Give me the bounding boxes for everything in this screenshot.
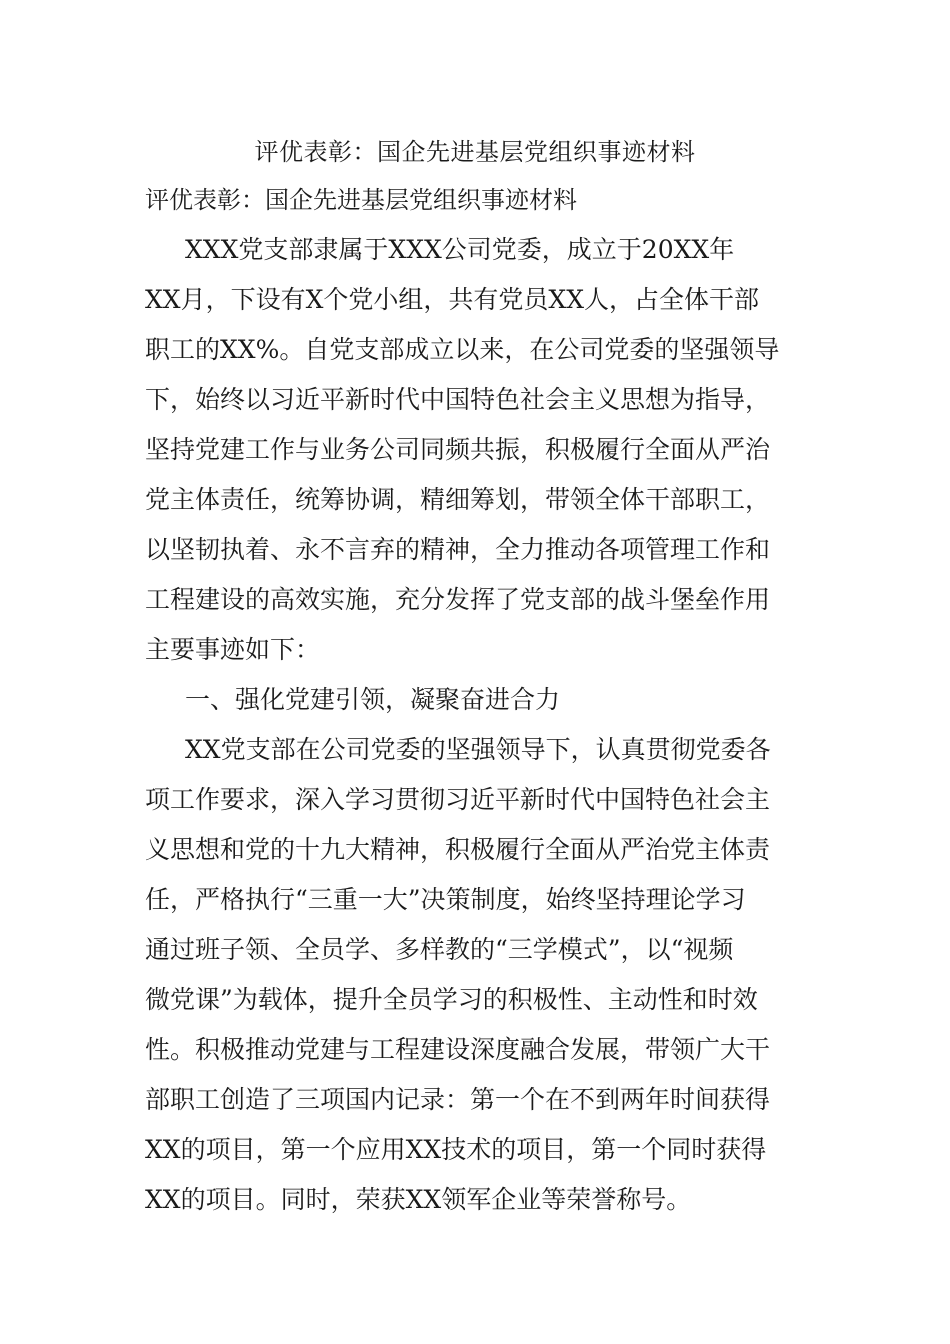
body-line: 工程建设的高效实施，充分发挥了党支部的战斗堡垒作用 bbox=[145, 585, 771, 614]
body-line: XX党支部在公司党委的坚强领导下，认真贯彻党委各 bbox=[185, 735, 771, 764]
body-line: XXX党支部隶属于XXX公司党委，成立于20XX年 bbox=[185, 235, 735, 264]
body-line: 微党课”为载体，提升全员学习的积极性、主动性和时效 bbox=[145, 985, 758, 1014]
body-line: 坚持党建工作与业务公司同频共振，积极履行全面从严治 bbox=[145, 435, 771, 464]
body-line: XX的项目，第一个应用XX技术的项目，第一个同时获得 bbox=[145, 1135, 767, 1164]
body-line: 部职工创造了三项国内记录：第一个在不到两年时间获得 bbox=[145, 1085, 771, 1114]
body-line: 义思想和党的十九大精神，积极履行全面从严治党主体责 bbox=[145, 835, 771, 864]
body-line: 性。积极推动党建与工程建设深度融合发展，带领广大干 bbox=[145, 1035, 771, 1064]
body-line: 以坚韧执着、永不言弃的精神，全力推动各项管理工作和 bbox=[145, 535, 771, 564]
body-line: XX月，下设有X个党小组，共有党员XX人，占全体干部 bbox=[145, 285, 759, 314]
body-line: 党主体责任，统筹协调，精细筹划，带领全体干部职工， bbox=[145, 485, 771, 514]
document-subtitle: 评优表彰：国企先进基层党组织事迹材料 bbox=[145, 186, 577, 214]
body-line: 职工的XX%。自党支部成立以来，在公司党委的坚强领导 bbox=[145, 335, 780, 364]
document-title: 评优表彰：国企先进基层党组织事迹材料 bbox=[254, 138, 696, 166]
body-line: 任，严格执行“三重一大”决策制度，始终坚持理论学习 bbox=[145, 885, 746, 914]
section-heading: 一、强化党建引领，凝聚奋进合力 bbox=[185, 685, 561, 714]
body-line: 通过班子领、全员学、多样教的“三学模式”，以“视频 bbox=[145, 935, 734, 964]
body-line: 项工作要求，深入学习贯彻习近平新时代中国特色社会主 bbox=[145, 785, 771, 814]
body-line: 下，始终以习近平新时代中国特色社会主义思想为指导， bbox=[145, 385, 771, 414]
body-line: 主要事迹如下： bbox=[145, 635, 321, 664]
body-line: XX的项目。同时，荣获XX领军企业等荣誉称号。 bbox=[145, 1185, 692, 1214]
